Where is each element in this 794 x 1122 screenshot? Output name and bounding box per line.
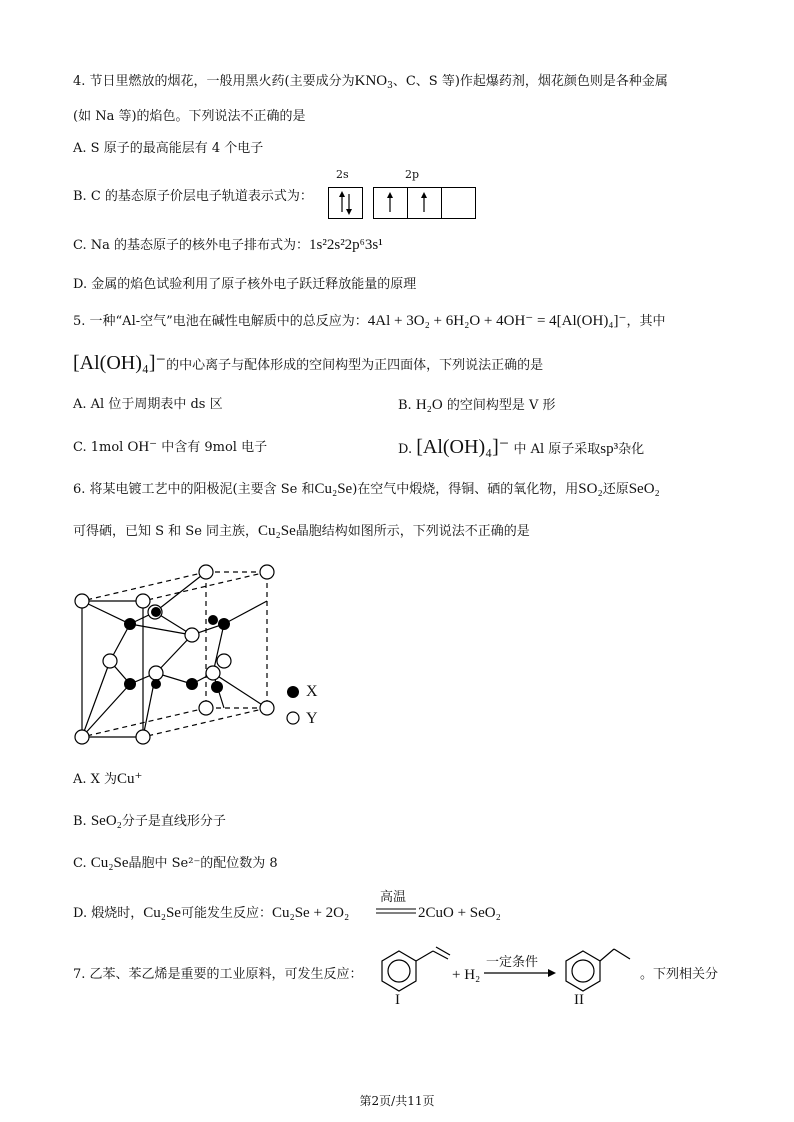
q7-text: 7. 乙苯、苯乙烯是重要的工业原料，可发生反应： [73,967,363,982]
orbital-2p-label: 2p [405,168,420,181]
q6-option-b: B. SeO₂分子是直线形分子 [73,813,226,829]
reaction-condition: 一定条件 [486,955,539,970]
q6-line2: 可得硒，已知 S 和 Se 同主族，Cu₂Se晶胞结构如图所示，下列说法不正确的是 [73,523,530,539]
q6-option-d: D. 煅烧时，Cu₂Se可能发生反应：Cu₂Se + 2O₂ [73,905,350,921]
atoms-y [75,565,274,744]
legend-x-label: X [306,683,318,700]
up-arrow-icon [408,188,441,218]
q5-option-a: A. Al 位于周期表中 ds 区 [73,397,223,412]
q5-line1: 5. 一种“Al-空气”电池在碱性电解质中的总反应为：4Al + 3O₂ + 6H₂O + 4OH⁻ = 4[Al(OH)₄]⁻，其中 [73,313,666,329]
paired-arrows-icon [329,188,362,218]
q4-option-c: C. Na 的基态原子的核外电子排布式为：1s²2s²2p⁶3s¹ [73,237,383,253]
q6-option-c: C. Cu₂Se晶胞中 Se²⁻的配位数为 8 [73,855,278,871]
q5-option-d: D. [Al(OH)₄]⁻ 中 Al 原子采取sp³杂化 [398,436,645,458]
reaction-arrow-icon [484,968,556,978]
page-footer: 第2页/共11页 [359,1094,435,1108]
reaction-products: 2CuO + SeO₂ [418,905,501,921]
orbital-2s-label: 2s [336,168,349,181]
styrene-structure [378,943,453,993]
q5-line2: [Al(OH)₄]⁻的中心离子与配体形成的空间构型为正四面体，下列说法正确的是 [73,352,544,374]
reaction-condition-high-temp: 高温 [380,890,407,905]
q4-option-b: B. C 的基态原子价层电子轨道表示式为： [73,189,313,204]
compound-ii-label: II [574,992,584,1008]
q6-line1: 6. 将某电镀工艺中的阳极泥(主要含 Se 和Cu₂Se)在空气中煅烧，得铜、硒的氧化物，用SO₂还原SeO₂ [73,481,660,497]
orbital-box-2s [328,187,363,219]
q4-option-d: D. 金属的焰色试验利用了原子核外电子跃迁释放能量的原理 [73,277,417,292]
equals-sign-icon [376,907,416,915]
up-arrow-icon [374,188,407,218]
ethylbenzene-structure [562,943,634,993]
hydrogen-reagent: + H₂ [452,967,481,983]
legend-y-label: Y [306,710,318,727]
q4-line2: (如 Na 等)的焰色。下列说法不正确的是 [73,109,306,124]
orbital-box-2p [373,187,476,219]
q4-line1: 4. 节日里燃放的烟花，一般用黑火药(主要成分为$KNO_3$、C、S 等)作起爆药剂，烟花颜色则是各种金属 [73,73,668,91]
compound-i-label: I [395,992,400,1008]
q5-option-b: B. H₂O 的空间构型是 V 形 [398,397,556,413]
q5-option-c: C. 1mol OH⁻ 中含有 9mol 电子 [73,439,268,455]
q7-text-end: 。下列相关分 [640,967,719,982]
q6-option-a: A. X 为Cu⁺ [73,771,143,787]
legend-markers [285,683,301,727]
q4-option-a: A. S 原子的最高能层有 4 个电子 [73,141,264,156]
